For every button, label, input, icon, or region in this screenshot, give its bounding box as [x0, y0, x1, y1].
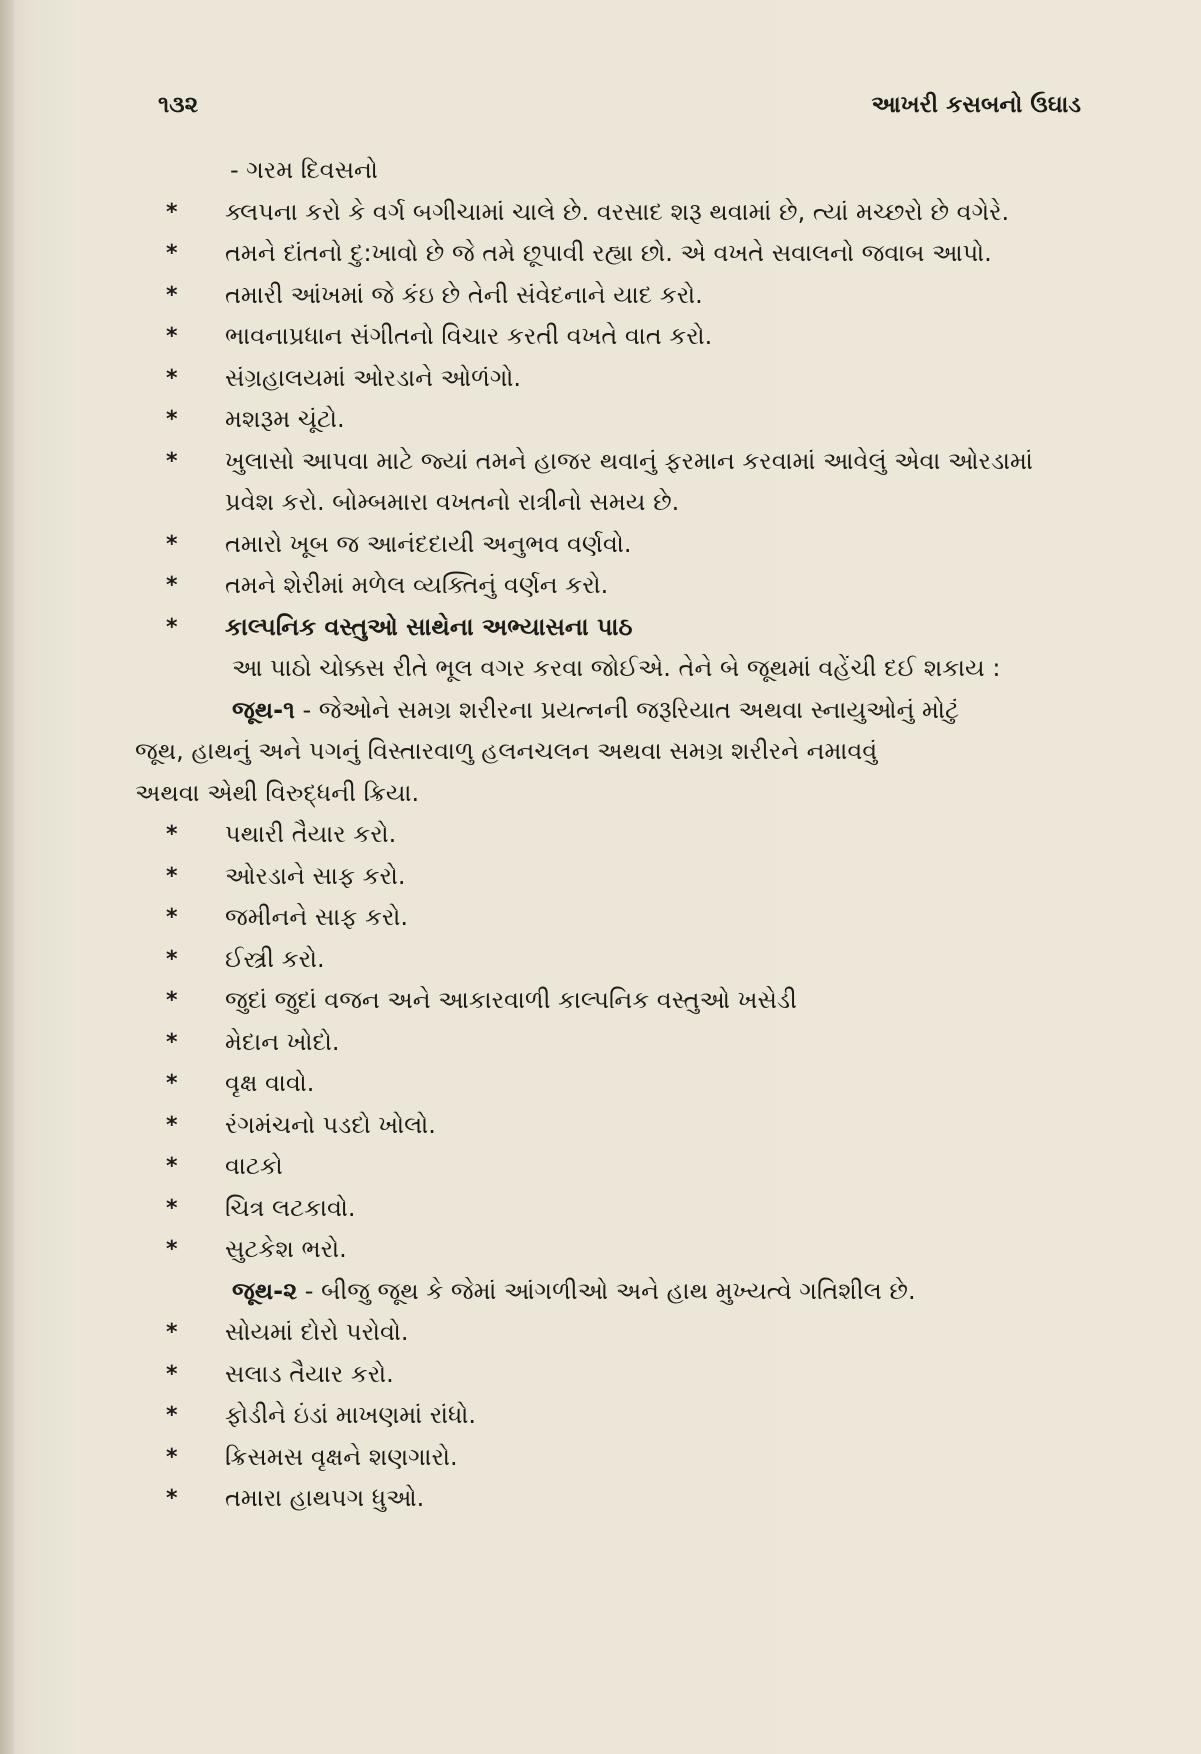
bullet-star: * [166, 448, 178, 474]
page-edge [0, 0, 14, 1754]
list-item-text: જુદાં જુદાં વજન અને આકારવાળી કાલ્પનિક વસ્તુઓ ખસેડી [225, 986, 797, 1014]
bullet-star: * [166, 1029, 178, 1055]
list-item [160, 441, 1080, 524]
list-item-text: ફોડીને ઇંડાં માખણમાં રાંધો. [225, 1401, 477, 1429]
list-item-text: જમીનને સાફ કરો. [225, 903, 408, 931]
list-item-text: તમને દાંતનો દુ:ખાવો છે જે તમે છૂપાવી રહ્યા છો. એ વખતે સવાલનો જવાબ આપો. [225, 239, 992, 267]
bullet-star: * [166, 1112, 178, 1138]
list-item-text: મેદાન ખોદો. [225, 1027, 340, 1056]
group1-line2: જૂથ, હાથનું અને પગનું વિસ્તારવાળુ હલનચલન અથવા સમગ્ર શરીરને નમાવવું [135, 737, 878, 765]
list-item-text: તમારી આંખમાં જે કંઇ છે તેની સંવેદનાને યાદ કરો. [225, 280, 703, 309]
list-item-text: ચિત્ર લટકાવો. [225, 1193, 356, 1222]
list-item [160, 1395, 1080, 1437]
bullet-star: * [166, 1444, 178, 1470]
list-item [160, 1022, 1080, 1064]
bullet-star: * [166, 1486, 178, 1511]
page-number: ૧૩૨ [158, 92, 199, 118]
bullet-star: * [166, 1195, 178, 1221]
list-item [160, 897, 1080, 939]
list-item-text: ભાવનાપ્રધાન સંગીતનો વિચાર કરતી વખતે વાત કરો. [225, 322, 713, 350]
bullet-star: * [166, 1071, 178, 1096]
list-item-text: સલાડ તૈયાર કરો. [225, 1359, 394, 1388]
list-item [160, 1105, 1080, 1147]
list-item-text: રંગમંચનો પડદો ખોલો. [225, 1110, 436, 1139]
group2-text: - બીજુ જૂથ કે જેમાં આંગળીઓ અને હાથ મુખ્યત્વે ગતિશીલ છે. [297, 1276, 916, 1305]
list-item [160, 980, 1080, 1022]
list-item [160, 275, 1080, 317]
bullet-star: * [166, 614, 178, 640]
list-item [160, 565, 1080, 607]
bullet-star: * [166, 1403, 178, 1428]
list-item-text: ક્લપના કરો કે વર્ગ બગીચામાં ચાલે છે. વરસાદ શરૂ થવામાં છે, ત્યાં મચ્છરો છે વગેરે. [225, 197, 1010, 226]
bullet-star: * [166, 988, 178, 1013]
list-item-text: ઈસ્ત્રી કરો. [225, 944, 325, 973]
bullet-star: * [166, 365, 178, 391]
list-item [160, 192, 1080, 234]
bullet-list-b [160, 814, 1080, 1271]
list-item-text: ખુલાસો આપવા માટે જ્યાં તમને હાજર થવાનું ફરમાન કરવામાં આવેલું એવા ઓરડામાં પ્રવેશ કરો. બોમ્બમારા વખતનો રાત્રીનો સમય છે. [225, 446, 1033, 516]
list-item [160, 316, 1080, 358]
list-item [160, 939, 1080, 981]
list-item [160, 1229, 1080, 1271]
list-item-text: તમારા હાથપગ ધુઓ. [225, 1484, 425, 1512]
list-item [160, 524, 1080, 566]
bullet-star: * [166, 199, 178, 225]
section-heading: કાલ્પનિક વસ્તુઓ સાથેના અભ્યાસના પાઠ [225, 612, 633, 641]
bullet-star: * [166, 946, 178, 972]
bullet-star: * [166, 282, 178, 308]
group1-line [160, 690, 1080, 732]
bullet-star: * [166, 1237, 178, 1262]
bullet-star: * [166, 573, 178, 598]
bullet-star: * [166, 1320, 178, 1345]
list-item [160, 814, 1080, 856]
list-item [160, 856, 1080, 898]
bullet-list-c [160, 1312, 1080, 1520]
list-item [160, 1063, 1080, 1105]
list-item [160, 1478, 1080, 1520]
group1-text: - જેઓને સમગ્ર શરીરના પ્રયત્નની જરૂરિયાત અથવા સ્નાયુઓનું મોટું [294, 695, 959, 724]
list-item [160, 399, 1080, 441]
list-item-text: મશરૂમ ચૂંટો. [225, 405, 345, 433]
list-item-text: સંગ્રહાલયમાં ઓરડાને ઓળંગો. [225, 363, 522, 392]
list-item [160, 233, 1080, 275]
bullet-star: * [166, 863, 178, 889]
list-item-text: વૃક્ષ વાવો. [225, 1069, 315, 1097]
list-item-text: વાટકો [225, 1152, 283, 1180]
bullet-list-a [160, 192, 1080, 607]
bullet-star: * [166, 1154, 178, 1179]
group2-label: જૂથ-૨ [232, 1276, 298, 1305]
list-item-text: તમને શેરીમાં મળેલ વ્યક્તિનું વર્ણન કરો. [225, 571, 609, 599]
list-item [160, 1354, 1080, 1396]
intro-line: આ પાઠો ચોક્કસ રીતે ભૂલ વગર કરવા જોઈએ. તેને બે જૂથમાં વહેંચી દઈ શકાય : [232, 654, 1001, 682]
bullet-star: * [166, 241, 178, 266]
continuation-line: - ગરમ દિવસનો [230, 156, 378, 184]
list-item-text: તમારો ખૂબ જ આનંદદાયી અનુભવ વર્ણવો. [225, 529, 632, 558]
running-title: આખરી કસબનો ઉઘાડ [871, 92, 1081, 118]
bullet-star: * [166, 324, 178, 349]
list-item-text: ક્રિસમસ વૃક્ષને શણગારો. [225, 1442, 458, 1471]
bullet-star: * [166, 531, 178, 557]
page-header [158, 92, 1081, 132]
list-item-text: સોયમાં દોરો પરોવો. [225, 1318, 409, 1346]
page-body [135, 150, 1080, 1520]
list-item-text: સુટકેશ ભરો. [225, 1235, 347, 1263]
group2-line [160, 1271, 1080, 1313]
bullet-star: * [166, 1361, 178, 1387]
list-item [160, 1312, 1080, 1354]
list-item [160, 358, 1080, 400]
list-item [160, 1146, 1080, 1188]
bullet-star: * [166, 905, 178, 930]
section-heading-item [160, 607, 1080, 649]
list-item [160, 1188, 1080, 1230]
group1-line3: અથવા એથી વિરુદ્ધની ક્રિયા. [135, 778, 420, 807]
list-item [160, 1437, 1080, 1479]
list-item-text: ઓરડાને સાફ કરો. [225, 861, 406, 890]
bullet-star: * [166, 822, 178, 847]
bullet-star: * [166, 407, 178, 432]
list-item-text: પથારી તૈયાર કરો. [225, 820, 397, 848]
group1-label: જૂથ-૧ [232, 695, 295, 724]
